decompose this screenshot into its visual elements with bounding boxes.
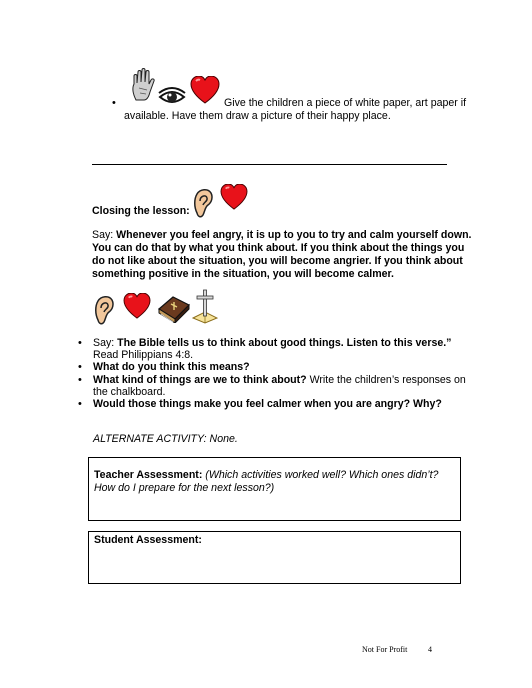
point-bullet: • [78, 374, 82, 386]
point-item-1-text: The Bible tells us to think about good things. Listen to this verse.” [117, 337, 452, 349]
hand-icon [130, 68, 158, 102]
closing-paragraph-line4: something positive in the situation, you will become calmer. [92, 268, 394, 280]
point-bullet: • [78, 337, 82, 349]
activity-bullet: • [112, 97, 116, 109]
point-item-4: Would those things make you feel calmer when you are angry? Why? [93, 398, 442, 410]
say-label: Say: [92, 229, 117, 241]
cross-icon [192, 288, 218, 324]
student-assessment-box[interactable] [88, 531, 461, 584]
point-bullet: • [78, 398, 82, 410]
point-item-3-question: What kind of things are we to think about? [93, 374, 307, 386]
activity-text-line2: available. Have them draw a picture of their happy place. [124, 110, 391, 122]
point-item-1-line2: Read Philippians 4:8. [93, 349, 194, 361]
eye-icon [157, 85, 187, 107]
teacher-assessment-label: Teacher Assessment: [94, 469, 203, 481]
ear-icon [192, 187, 214, 219]
alternate-activity: ALTERNATE ACTIVITY: None. [93, 433, 238, 445]
point-item-2: What do you think this means? [93, 361, 250, 373]
heart-icon [190, 76, 220, 104]
closing-heading: Closing the lesson: [92, 205, 190, 217]
heart-icon [123, 293, 151, 319]
point-item-1 [93, 337, 451, 349]
point-item-3-line2: the chalkboard. [93, 386, 166, 398]
teacher-assessment-line2: How do I prepare for the next lesson?) [94, 482, 275, 494]
closing-paragraph-line3: do not like about the situation, you will become angrier. If you think about [92, 255, 463, 267]
closing-text: Whenever you feel angry, it is up to you to try and calm yourself down. [116, 229, 472, 241]
student-assessment-label: Student Assessment: [94, 534, 202, 546]
page-number: 4 [428, 645, 432, 654]
ear-icon [93, 294, 115, 326]
footer-text: Not For Profit [362, 645, 408, 654]
teacher-assessment-line1 [94, 469, 438, 481]
point-item-3-instruction: Write the children’s responses on [306, 374, 466, 386]
closing-paragraph-line1 [92, 229, 472, 241]
bible-icon [157, 293, 191, 323]
point-bullet: • [78, 361, 82, 373]
activity-text-line1: Give the children a piece of white paper, art paper if [224, 97, 467, 109]
teacher-assessment-prompt: (Which activities worked well? Which ones didn’t? [202, 469, 439, 481]
point-item-3 [93, 374, 466, 386]
teacher-assessment-box[interactable] [88, 457, 461, 521]
heart-icon [220, 184, 248, 210]
say-label: Say: [93, 337, 118, 349]
section-divider [92, 164, 447, 165]
closing-paragraph-line2: You can do that by what you think about. If you think about the things you [92, 242, 465, 254]
